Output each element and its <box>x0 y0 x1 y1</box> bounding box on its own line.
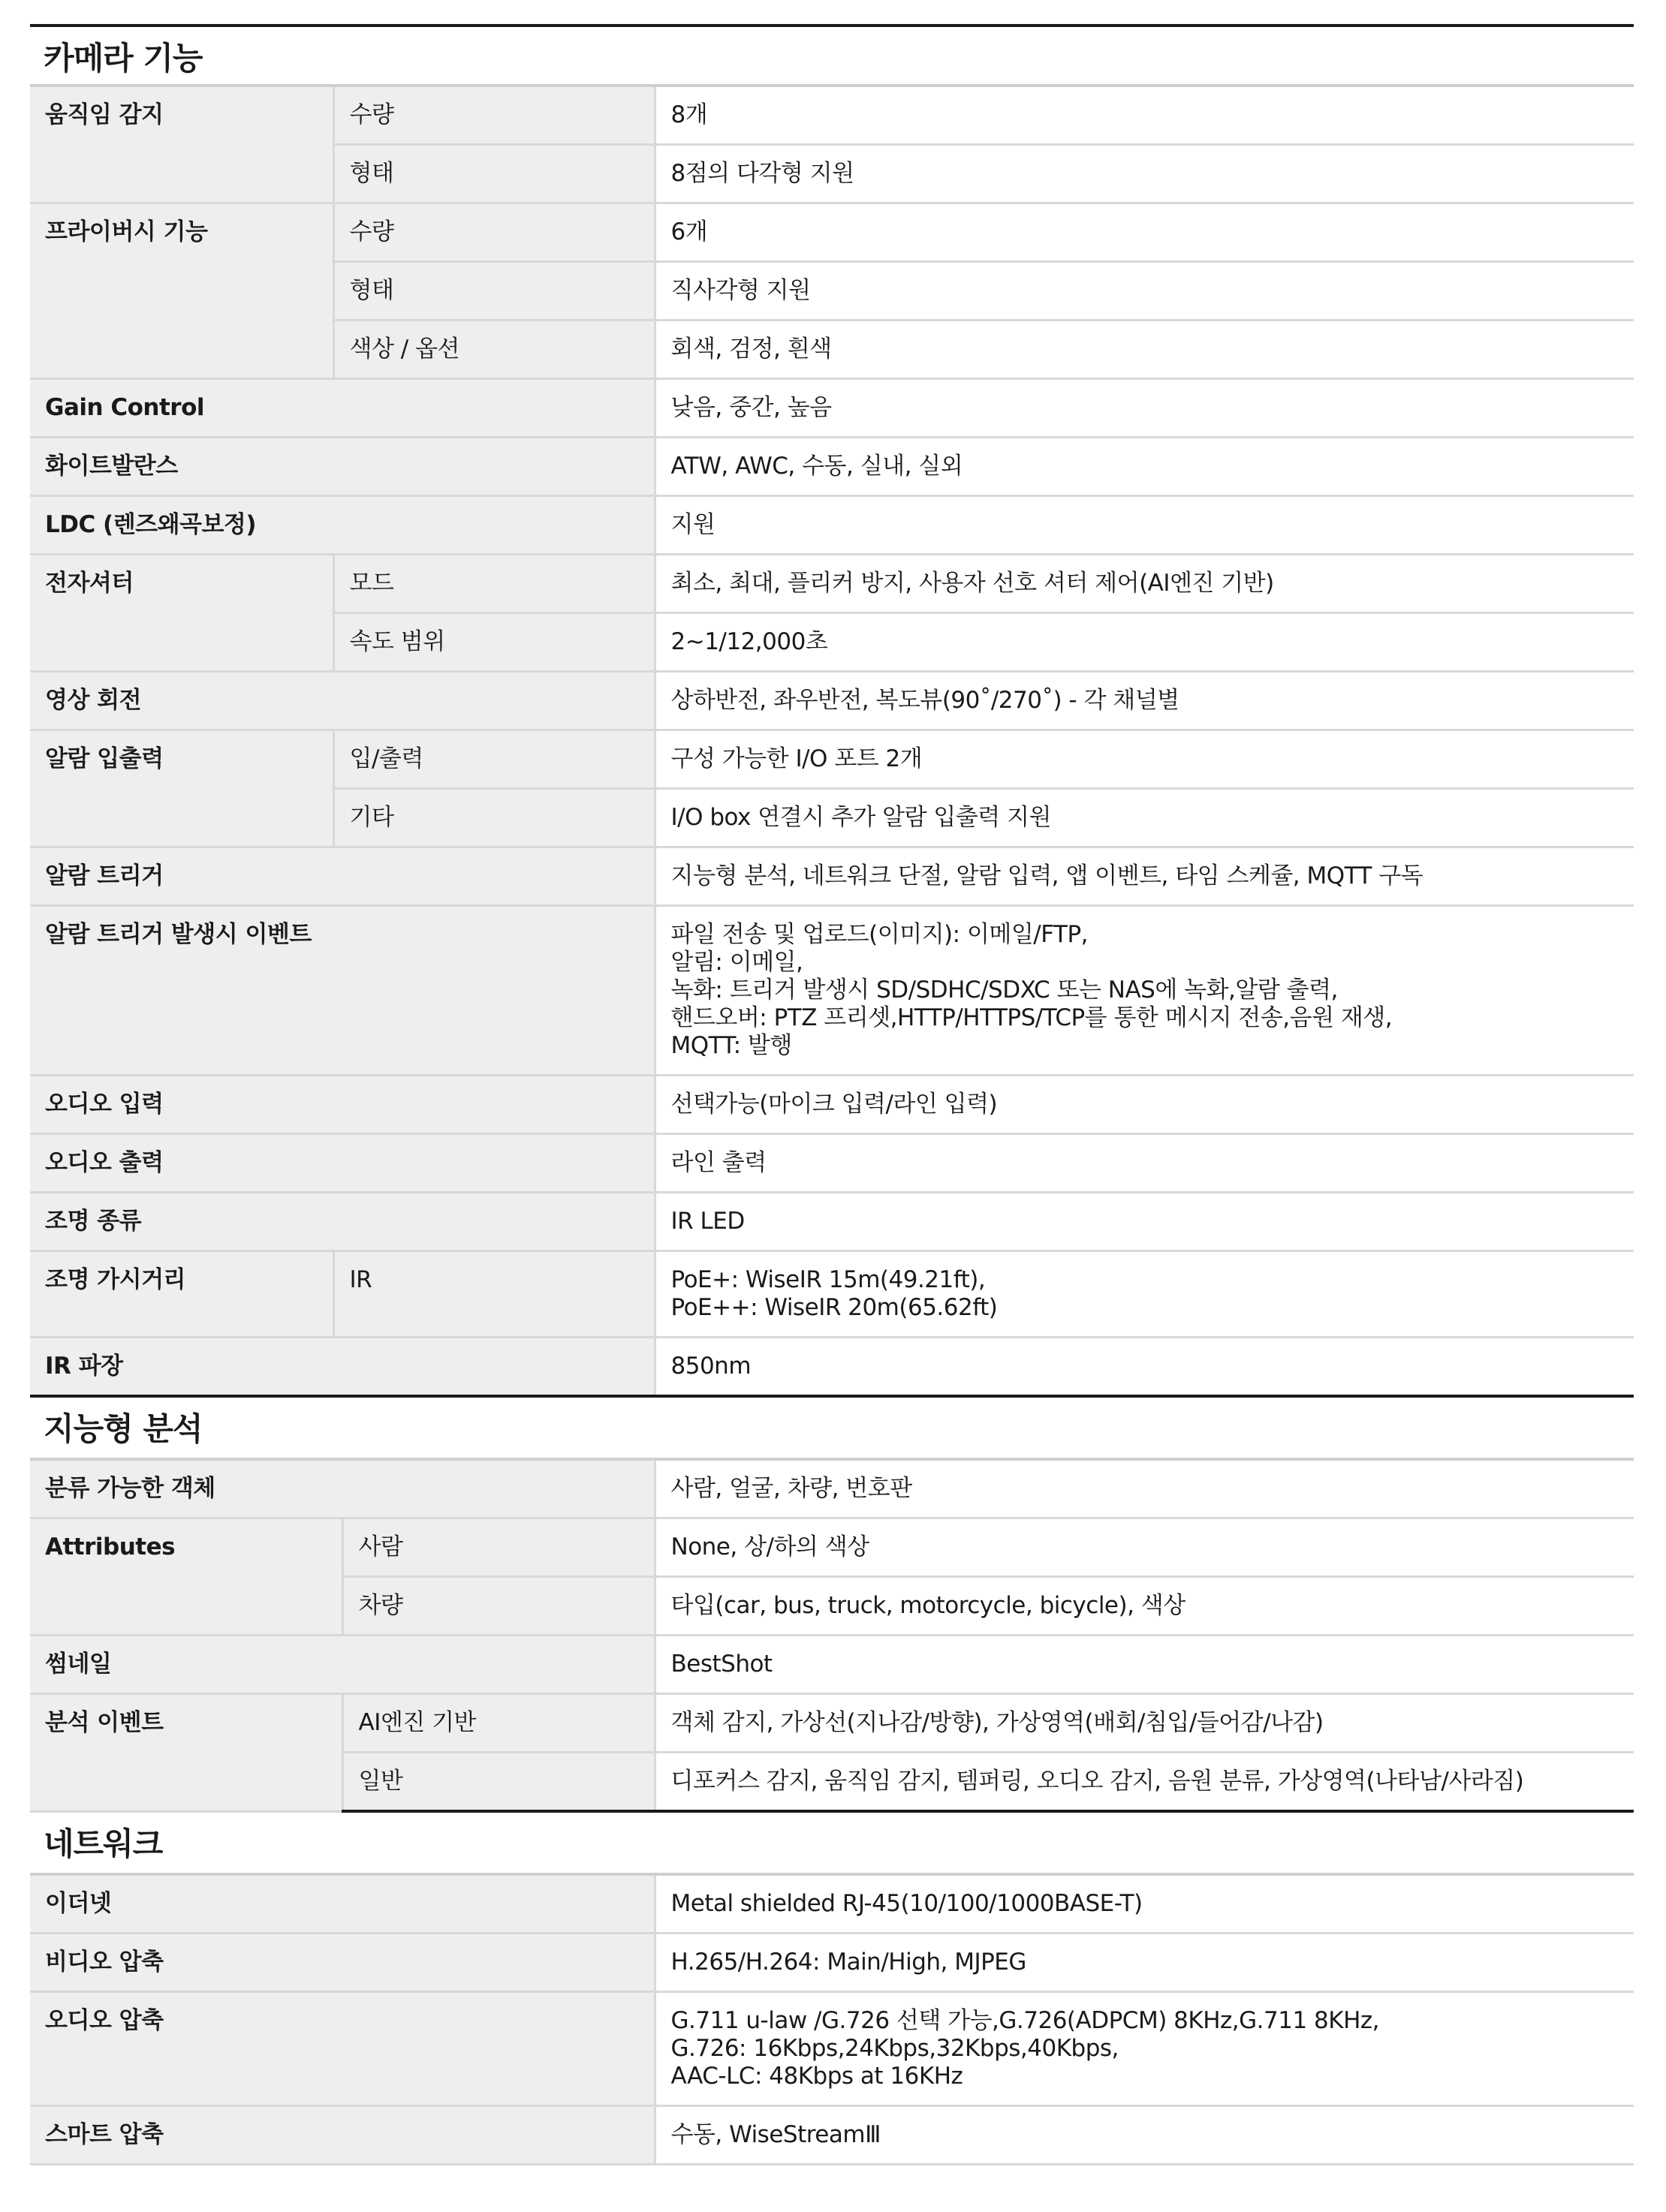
row-value: 선택가능(마이크 입력/라인 입력) <box>655 1076 1634 1134</box>
row-sublabel: 입/출력 <box>333 730 655 789</box>
section-title-analytics: 지능형 분석 <box>30 1398 1634 1461</box>
row-value: 디포커스 감지, 움직임 감지, 템퍼링, 오디오 감지, 음원 분류, 가상영역(나타남/사라짐) <box>655 1753 1634 1812</box>
value-line: G.711 u-law /G.726 선택 가능,G.726(ADPCM) 8KHz,G.711 8KHz, <box>670 2007 1380 2034</box>
table-row <box>30 2106 1634 2165</box>
row-sublabel: 형태 <box>333 145 655 203</box>
table-row <box>30 87 1634 145</box>
row-label: Gain Control <box>30 379 655 438</box>
row-value: 객체 감지, 가상선(지나감/방향), 가상영역(배회/침입/들어감/나감) <box>655 1694 1634 1753</box>
row-sublabel: IR <box>333 1251 655 1338</box>
table-row <box>30 1636 1634 1694</box>
value-line: MQTT: 발행 <box>670 1032 792 1059</box>
row-label: 비디오 압축 <box>30 1934 655 1992</box>
row-value: 최소, 최대, 플리커 방지, 사용자 선호 셔터 제어(AI엔진 기반) <box>655 555 1634 613</box>
row-value: 수동, WiseStreamⅢ <box>655 2106 1634 2165</box>
row-value: 6개 <box>655 203 1634 262</box>
row-value: IR LED <box>655 1193 1634 1251</box>
row-label: 스마트 압축 <box>30 2106 655 2165</box>
row-label: 분류 가능한 객체 <box>30 1461 655 1518</box>
row-value: 직사각형 지원 <box>655 262 1634 321</box>
row-value: 타입(car, bus, truck, motorcycle, bicycle), 색상 <box>655 1577 1634 1636</box>
row-sublabel: 일반 <box>342 1753 655 1812</box>
spec-table-network <box>30 1876 1634 2165</box>
row-label: 알람 입출력 <box>30 730 333 847</box>
table-row <box>30 555 1634 613</box>
row-value <box>655 1992 1634 2106</box>
row-value <box>655 906 1634 1076</box>
table-row <box>30 1338 1634 1397</box>
value-line: PoE+: WiseIR 15m(49.21ft), <box>670 1266 986 1293</box>
row-sublabel: 모드 <box>333 555 655 613</box>
row-label: 화이트발란스 <box>30 438 655 496</box>
row-label: 오디오 출력 <box>30 1134 655 1193</box>
value-line: 파일 전송 및 업로드(이미지): 이메일/FTP, <box>670 921 1089 948</box>
value-line: G.726: 16Kbps,24Kbps,32Kbps,40Kbps, <box>670 2035 1119 2062</box>
row-value: None, 상/하의 색상 <box>655 1518 1634 1577</box>
section-title-network: 네트워크 <box>30 1813 1634 1876</box>
row-label: 영상 회전 <box>30 672 655 730</box>
row-value: Metal shielded RJ-45(10/100/1000BASE-T) <box>655 1876 1634 1934</box>
spec-table-analytics <box>30 1461 1634 1813</box>
row-value: I/O box 연결시 추가 알람 입출력 지원 <box>655 789 1634 847</box>
section-title-camera: 카메라 기능 <box>30 24 1634 87</box>
table-row <box>30 438 1634 496</box>
table-row <box>30 847 1634 906</box>
row-value: 8개 <box>655 87 1634 145</box>
row-value: H.265/H.264: Main/High, MJPEG <box>655 1934 1634 1992</box>
table-row <box>30 1934 1634 1992</box>
value-line: AAC-LC: 48Kbps at 16KHz <box>670 2063 963 2090</box>
row-sublabel: 기타 <box>333 789 655 847</box>
row-sublabel: 색상 / 옵션 <box>333 321 655 379</box>
row-label: 썸네일 <box>30 1636 655 1694</box>
row-label: 오디오 입력 <box>30 1076 655 1134</box>
table-row <box>30 1076 1634 1134</box>
row-sublabel: 차량 <box>342 1577 655 1636</box>
spec-table-camera <box>30 87 1634 1398</box>
table-row <box>30 379 1634 438</box>
value-line: 핸드오버: PTZ 프리셋,HTTP/HTTPS/TCP를 통한 메시지 전송,음원 재생, <box>670 1004 1393 1031</box>
row-sublabel: 수량 <box>333 87 655 145</box>
table-row <box>30 203 1634 262</box>
row-label: IR 파장 <box>30 1338 655 1397</box>
value-line: 알림: 이메일, <box>670 949 803 976</box>
row-value: 라인 출력 <box>655 1134 1634 1193</box>
row-value: ATW, AWC, 수동, 실내, 실외 <box>655 438 1634 496</box>
table-row <box>30 1251 1634 1338</box>
row-value: 회색, 검정, 흰색 <box>655 321 1634 379</box>
table-row <box>30 1518 1634 1577</box>
row-label: 알람 트리거 발생시 이벤트 <box>30 906 655 1076</box>
row-value: BestShot <box>655 1636 1634 1694</box>
table-row <box>30 1876 1634 1934</box>
table-row <box>30 1193 1634 1251</box>
value-line: 녹화: 트리거 발생시 SD/SDHC/SDXC 또는 NAS에 녹화,알람 출력, <box>670 977 1338 1004</box>
row-sublabel: 수량 <box>333 203 655 262</box>
row-value: 구성 가능한 I/O 포트 2개 <box>655 730 1634 789</box>
value-line: PoE++: WiseIR 20m(65.62ft) <box>670 1294 998 1321</box>
row-value: 지원 <box>655 496 1634 555</box>
row-sublabel: 형태 <box>333 262 655 321</box>
row-label: 조명 종류 <box>30 1193 655 1251</box>
spec-sheet <box>30 24 1634 2165</box>
row-value: 2~1/12,000초 <box>655 613 1634 672</box>
table-row <box>30 906 1634 1076</box>
row-label: 조명 가시거리 <box>30 1251 333 1338</box>
row-label: 이더넷 <box>30 1876 655 1934</box>
row-value: 지능형 분석, 네트워크 단절, 알람 입력, 앱 이벤트, 타임 스케쥴, MQTT 구독 <box>655 847 1634 906</box>
table-row <box>30 1134 1634 1193</box>
row-value: 상하반전, 좌우반전, 복도뷰(90˚/270˚) - 각 채널별 <box>655 672 1634 730</box>
row-value: 8점의 다각형 지원 <box>655 145 1634 203</box>
row-label: LDC (렌즈왜곡보정) <box>30 496 655 555</box>
row-label: Attributes <box>30 1518 342 1636</box>
row-value: 850nm <box>655 1338 1634 1397</box>
row-label: 알람 트리거 <box>30 847 655 906</box>
row-label: 전자셔터 <box>30 555 333 672</box>
row-label: 분석 이벤트 <box>30 1694 342 1812</box>
table-row <box>30 1694 1634 1753</box>
row-label: 움직임 감지 <box>30 87 333 203</box>
row-value <box>655 1251 1634 1338</box>
row-sublabel: 사람 <box>342 1518 655 1577</box>
row-value: 사람, 얼굴, 차량, 번호판 <box>655 1461 1634 1518</box>
row-label: 프라이버시 기능 <box>30 203 333 379</box>
table-row <box>30 496 1634 555</box>
table-row <box>30 1992 1634 2106</box>
row-sublabel: 속도 범위 <box>333 613 655 672</box>
table-row <box>30 1461 1634 1518</box>
table-row <box>30 730 1634 789</box>
row-value: 낮음, 중간, 높음 <box>655 379 1634 438</box>
table-row <box>30 672 1634 730</box>
row-label: 오디오 압축 <box>30 1992 655 2106</box>
row-sublabel: AI엔진 기반 <box>342 1694 655 1753</box>
